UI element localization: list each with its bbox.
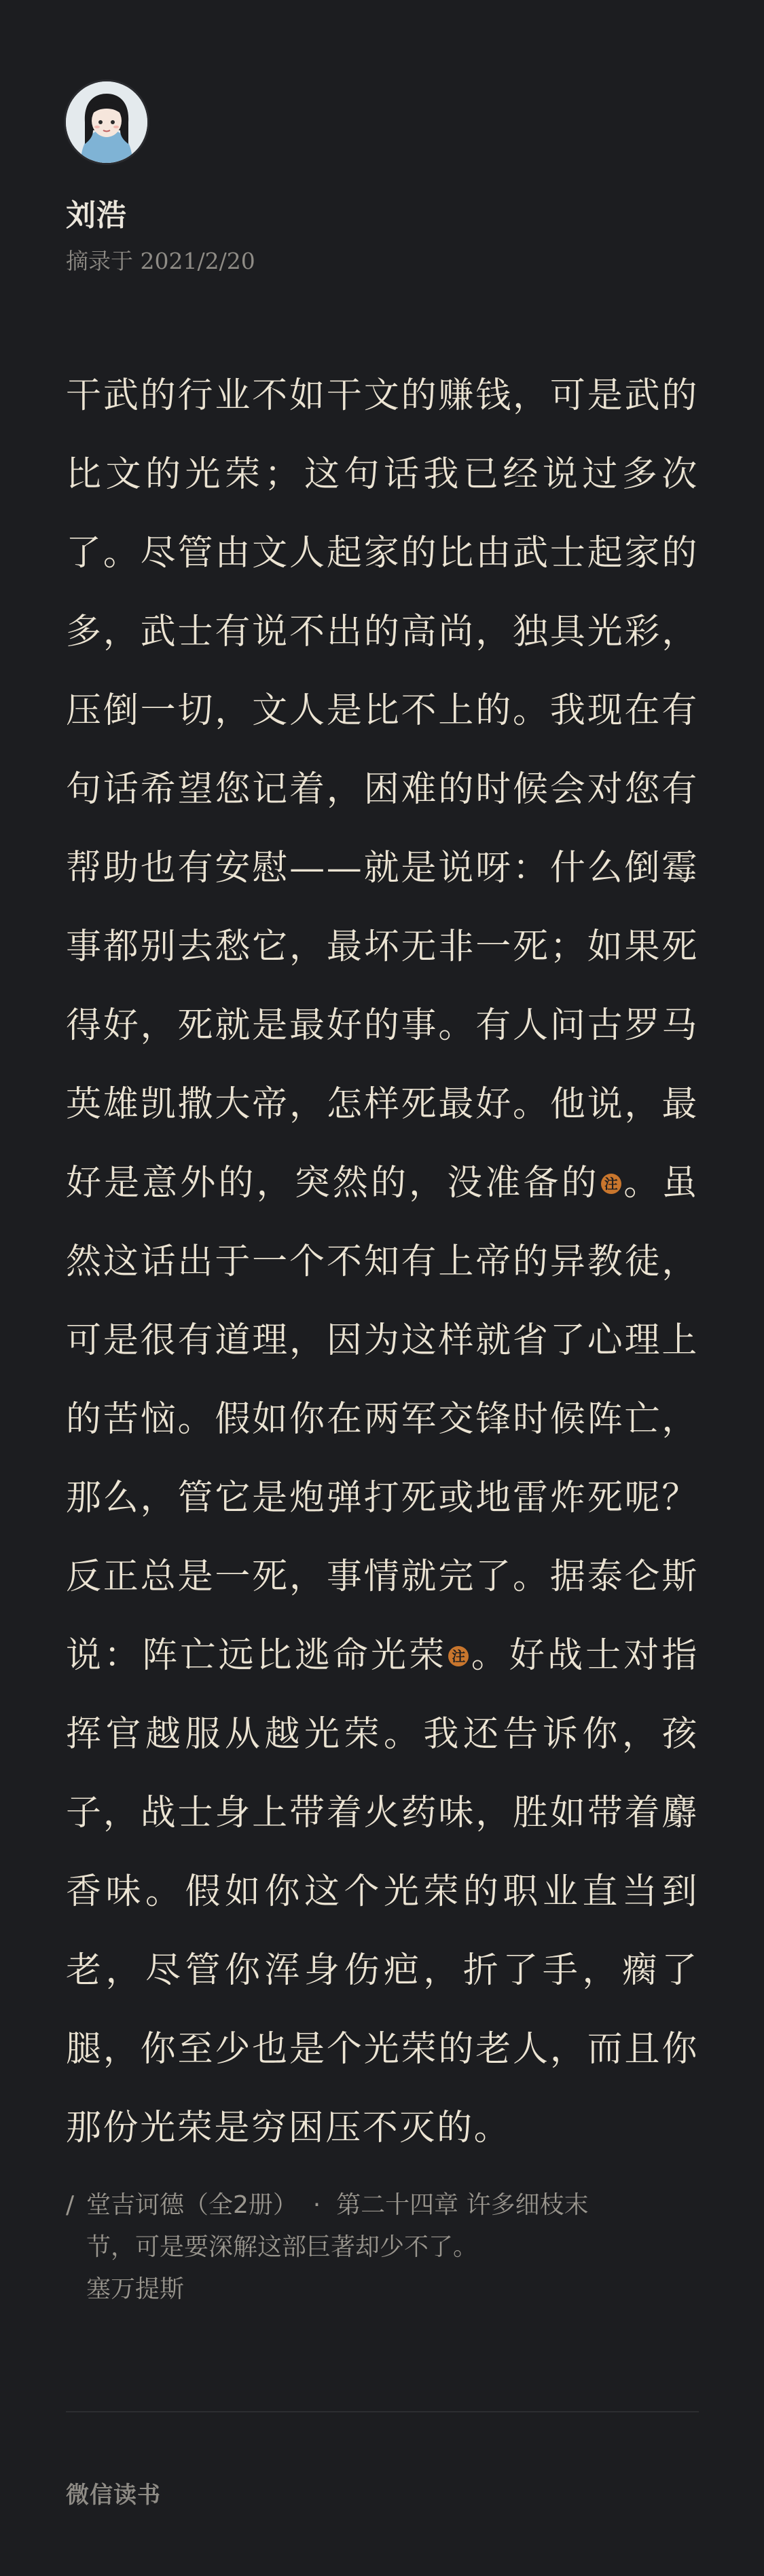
- user-name[interactable]: 刘浩: [66, 198, 127, 233]
- quote-part-3: 。好战士对指挥官越服从越光荣。我还告诉你，孩子，战士身上带着火药味，胜如带着麝香味。假如你这个光荣的职业直当到老，尽管你浑身伤疤，折了手，瘸了腿，你至少也是个光荣的老人，而且你那份光荣是穷困压不灭的。: [66, 1635, 699, 2148]
- avatar[interactable]: [66, 81, 147, 163]
- avatar-girl-icon: [66, 81, 147, 163]
- quote-part-1: 干武的行业不如干文的赚钱，可是武的比文的光荣；这句话我已经说过多次了。尽管由文人起家的比由武士起家的多，武士有说不出的高尚，独具光彩，压倒一切，文人是比不上的。我现在有句话希望您记着，困难的时候会对您有帮助也有安慰——就是说呀：什么倒霉事都别去愁它，最坏无非一死；如果死得好，死就是最好的事。有人问古罗马英雄凯撒大帝，怎样死最好。他说，最好是意外的，突然的，没准备的: [66, 375, 699, 1203]
- source-line-1: [66, 2184, 677, 2226]
- note-icon[interactable]: 注: [601, 1174, 621, 1194]
- excerpt-date: 摘录于 2021/2/20: [66, 248, 255, 274]
- brand-label: 微信读书: [66, 2482, 161, 2509]
- source-citation[interactable]: [66, 2184, 677, 2311]
- quote-part-2: 。虽然这话出于一个不知有上帝的异教徒，可是很有道理，因为这样就省了心理上的苦恼。假如你在两军交锋时候阵亡，那么，管它是炮弹打死或地雷炸死呢？反正总是一死，事情就完了。据泰仑斯说：阵亡远比逃命光荣: [66, 1163, 699, 1676]
- source-separator: ·: [312, 2191, 321, 2219]
- author-name: 塞万提斯: [86, 2275, 185, 2303]
- source-slash: /: [66, 2191, 75, 2219]
- quote-text: [66, 356, 699, 2167]
- book-title[interactable]: 堂吉诃德（全2册）: [86, 2191, 297, 2219]
- chapter-title-part-2: 节，可是要深解这部巨著却少不了。: [86, 2233, 478, 2261]
- note-icon[interactable]: 注: [448, 1646, 469, 1666]
- chapter-title-part-1: 第二十四章 许多细枝末: [336, 2191, 589, 2219]
- divider: [66, 2411, 699, 2412]
